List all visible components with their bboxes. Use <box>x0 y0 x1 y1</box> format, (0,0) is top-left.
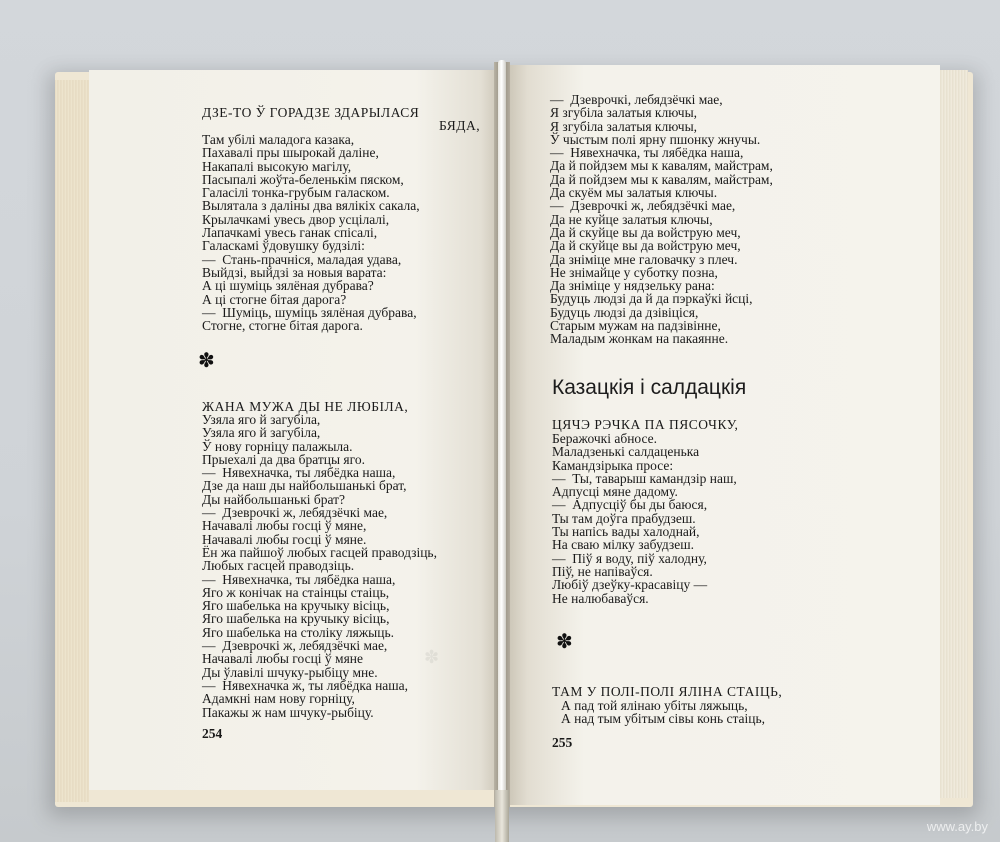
verse-line: Да й скуйце вы да войструю меч, <box>550 238 741 254</box>
verse-line: Пасыпалі жоўта-беленькім пяском, <box>202 171 404 187</box>
verse-line: Накапалі высокую магілу, <box>202 158 352 174</box>
verse-line: Стогне, стогне бітая дарога. <box>202 318 363 334</box>
right-page <box>506 65 940 805</box>
poem3-body <box>552 432 737 605</box>
verse-line: А ці стогне бітая дарога? <box>202 291 347 307</box>
flower-ornament-icon: ✽ <box>556 631 573 653</box>
verse-line: — Дзеврочкі ж, лебядзёчкі мае, <box>202 638 388 654</box>
verse-line: Да й скуйце вы да войструю меч, <box>550 224 741 240</box>
bleed-through-mark: ✽ <box>424 647 440 667</box>
verse-line: А пад той ялінаю убіты ляжыць, <box>561 698 748 713</box>
verse-line: Да й пойдзем мы к кавалям, майстрам, <box>550 158 773 174</box>
section-title: Казацкія і салдацкія <box>552 376 747 399</box>
verse-line: Не знімайце у суботку позна, <box>550 264 718 280</box>
verse-line: Галаскамі ўдовушку будзілі: <box>202 238 365 254</box>
verse-line: — Адпусціў бы ды баюся, <box>552 497 708 513</box>
verse-line: А над тым убітым сівы конь стаіць, <box>561 711 766 727</box>
verse-line: Адамкні нам нову горніцу, <box>202 691 355 707</box>
verse-line: — Ты, таварыш камандзір наш, <box>552 470 737 486</box>
verse-line: Ў чыстым полі ярну пшонку жнучы. <box>550 131 761 147</box>
poem1-heading: ДЗЕ-ТО Ў ГОРАДЗЕ ЗДАРЫЛАСЯ <box>202 105 420 120</box>
poem3-heading: ЦЯЧЭ РЭЧКА ПА ПЯСОЧКУ, <box>552 417 739 432</box>
verse-line: Да зніміце у нядзельку рана: <box>550 278 715 294</box>
verse-line: Ён жа пайшоў любых гасцей праводзіць, <box>202 544 437 560</box>
poem2-continuation <box>550 93 773 346</box>
verse-line: Яго ж конічак на стаінцы стаіць, <box>202 584 390 600</box>
left-page <box>89 70 497 790</box>
poem2-body <box>202 412 440 720</box>
verse-line: Будуць людзі да дзівіціся, <box>550 304 699 320</box>
bookmark-ribbon <box>498 60 506 842</box>
verse-line: Узяла яго й загубіла, <box>202 412 321 427</box>
verse-line: Яго шабелька на століку ляжыць. <box>202 624 394 640</box>
poem2-heading: ЖАНА МУЖА ДЫ НЕ ЛЮБІЛА, <box>202 399 409 414</box>
verse-line: Да зніміце мне галовачку з плеч. <box>550 251 738 267</box>
verse-line: Прыехалі да два братцы яго. <box>202 451 365 467</box>
verse-line: Яго шабелька на кручыку вісіць, <box>202 598 390 614</box>
verse-line: — Дзеврочкі ж, лебядзёчкі мае, <box>550 198 736 214</box>
verse-line: Ты там доўга прабудзеш. <box>552 510 696 526</box>
verse-line: Да й пойдзем мы к кавалям, майстрам, <box>550 171 773 187</box>
verse-line: А ці шуміць зялёная дубрава? <box>202 278 374 294</box>
verse-line: Крылачкамі увесь двор усцілалі, <box>202 211 390 227</box>
verse-line: Ды найбольшанькі брат? <box>202 491 346 507</box>
page-number-left: 254 <box>202 726 223 741</box>
verse-line: Да скуём мы залатыя ключы. <box>550 185 718 201</box>
verse-line: Яго шабелька на кручыку вісіць, <box>202 611 390 627</box>
verse-line: Беражочкі абносе. <box>552 431 658 446</box>
verse-line: — Нявехначка ж, ты лябёдка наша, <box>202 677 409 693</box>
verse-line: — Нявехначка, ты лябёдка наша, <box>202 571 396 587</box>
poem1-body <box>202 133 420 332</box>
verse-line: Начавалі любы госці ў мяне, <box>202 518 367 534</box>
verse-line: Ты напісь вады халоднай, <box>552 524 700 540</box>
verse-line: — Дзеврочкі, лебядзёчкі мае, <box>550 92 723 107</box>
verse-line: Вылятала з даліны два вялікіх сакала, <box>202 198 420 214</box>
verse-line: — Нявехначка, ты лябёдка наша, <box>550 145 744 161</box>
verse-line: — Піў я воду, піў халодну, <box>552 550 707 566</box>
verse-line: — Нявехначка, ты лябёдка наша, <box>202 465 396 481</box>
poem1-heading-cont: БЯДА, <box>439 118 481 133</box>
watermark: www.ay.by <box>926 819 988 834</box>
verse-line: Я згубіла залатыя ключы, <box>550 105 698 121</box>
verse-line: Я згубіла залатыя ключы, <box>550 118 698 134</box>
verse-line: Галасілі тонка-грубым галаском. <box>202 185 390 201</box>
verse-line: — Шуміць, шуміць зялёная дубрава, <box>202 304 417 320</box>
verse-line: Піў, не напіваўся. <box>552 563 653 579</box>
verse-line: Пакажы ж нам шчуку-рыбіцу. <box>202 704 374 720</box>
verse-line: Любых гасцей праводзіць. <box>202 558 355 574</box>
verse-line: Там убілі маладога казака, <box>202 132 355 147</box>
verse-line: Лапачкамі увесь ганак спісалі, <box>202 225 378 241</box>
verse-line: — Дзеврочкі ж, лебядзёчкі мае, <box>202 505 388 521</box>
poem4-heading: ТАМ У ПОЛІ-ПОЛІ ЯЛІНА СТАІЦЬ, <box>552 684 783 699</box>
verse-line: Пахавалі пры шырокай даліне, <box>202 145 379 161</box>
verse-line: Дзе да наш ды найбольшанькі брат, <box>202 478 407 494</box>
page-number-right: 255 <box>552 735 573 750</box>
verse-line: Любіў дзеўку-красавіцу — <box>552 577 708 593</box>
verse-line: Да не куйце залатыя ключы, <box>550 211 713 227</box>
verse-line: Выйдзі, выйдзі за новыя варата: <box>202 264 387 280</box>
verse-line: Не налюбаваўся. <box>552 590 649 606</box>
verse-line: — Стань-прачніся, маладая удава, <box>202 251 402 267</box>
verse-line: Начавалі любы госці ў мяне <box>202 651 364 667</box>
verse-line: Ў нову горніцу палажыла. <box>202 438 353 454</box>
bookmark-ribbon-end <box>495 790 509 842</box>
verse-line: Начавалі любы госці ў мяне. <box>202 531 367 547</box>
verse-line: Будуць людзі да й да пэркаўкі йсці, <box>550 291 753 307</box>
flower-ornament-icon: ✽ <box>198 350 215 372</box>
verse-line: На сваю мілку забудзеш. <box>552 537 694 553</box>
verse-line: Камандзірыка просе: <box>552 457 674 473</box>
page-fore-edge <box>938 70 968 798</box>
verse-line: Старым мужам на падзівінне, <box>550 318 721 334</box>
verse-line: Маладым жонкам на пакаянне. <box>550 331 729 347</box>
verse-line: Адпусці мяне дадому. <box>552 484 678 500</box>
cover-spine-edge <box>55 80 89 802</box>
verse-line: Узяла яго й загубіла, <box>202 425 321 441</box>
verse-line: Ды ўлавілі шчуку-рыбіцу мне. <box>202 664 378 680</box>
verse-line: Маладзенькі салдаценька <box>552 444 700 460</box>
poem4-body <box>561 699 765 726</box>
